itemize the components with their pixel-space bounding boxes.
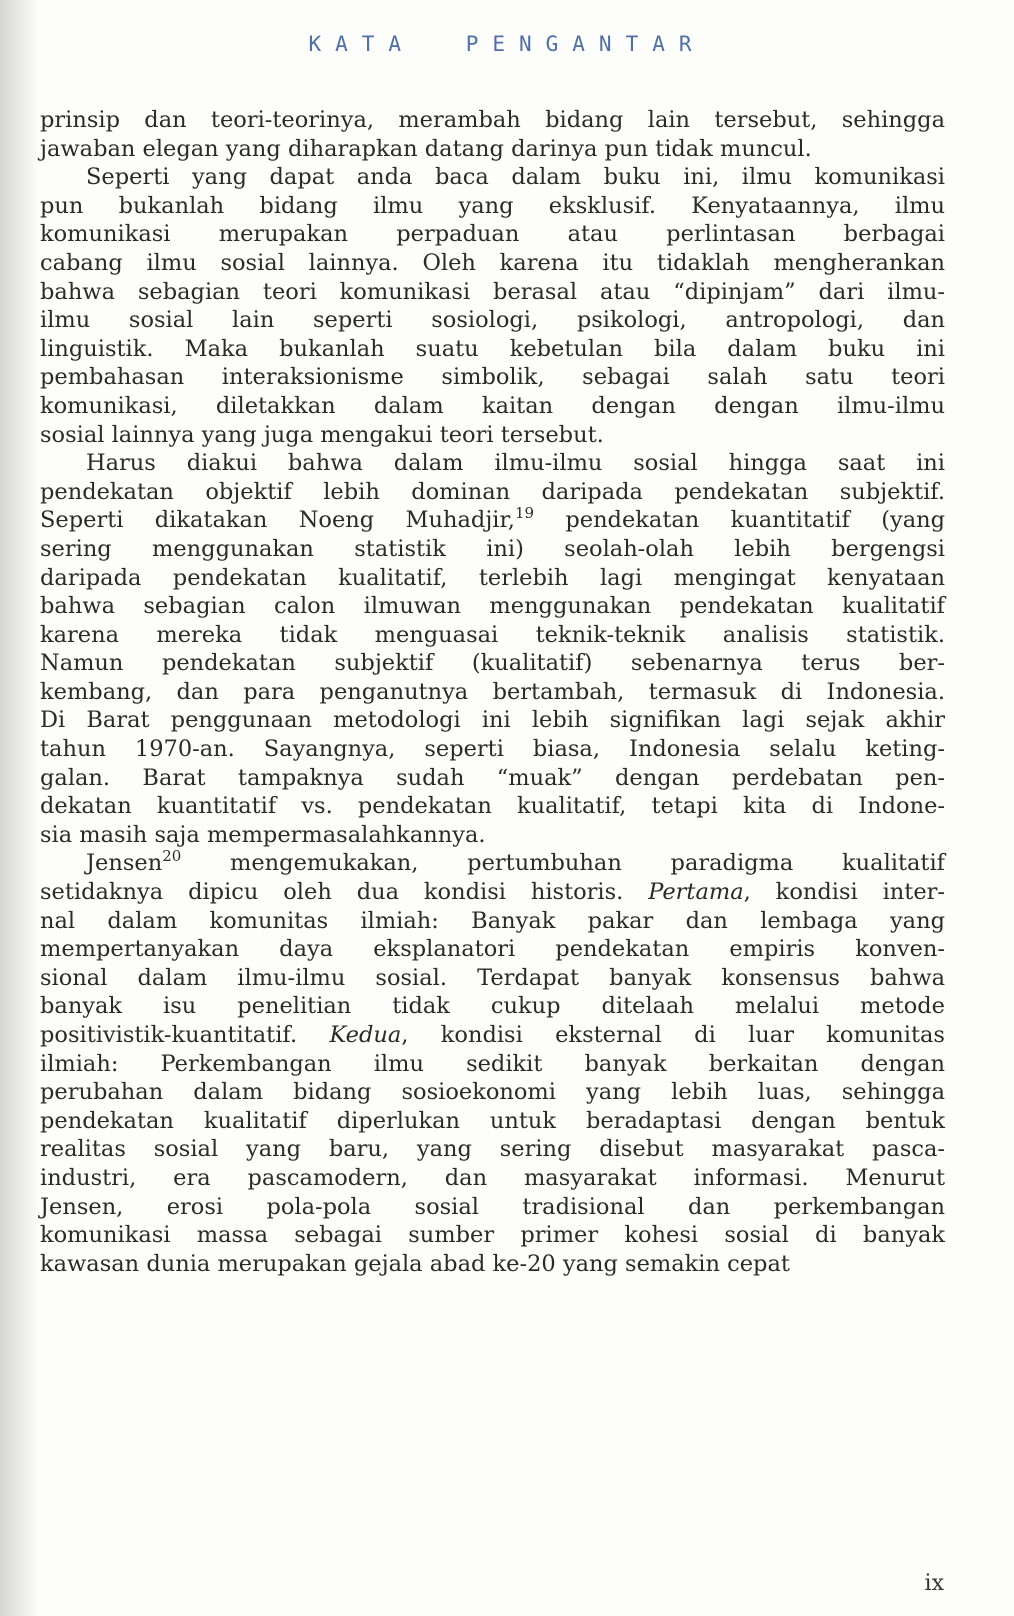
text-line: realitas sosial yang baru, yang sering disebut masyarakat pasca- [40, 1136, 945, 1163]
text-line: komunikasi massa sebagai sumber primer kohesi sosial di banyak [40, 1222, 945, 1249]
body-text [40, 106, 945, 1278]
text-line: mempertanyakan daya eksplanatori pendekatan empiris konven- [40, 936, 945, 963]
text-line: linguistik. Maka bukanlah suatu kebetulan bila dalam buku ini [40, 335, 945, 362]
text-line: tahun 1970-an. Sayangnya, seperti biasa, Indonesia selalu keting- [40, 736, 945, 763]
text-line [40, 1021, 945, 1050]
text-line: ilmiah: Perkembangan ilmu sedikit banyak berkaitan dengan [40, 1050, 945, 1077]
text-segment: pendekatan kuantitatif (yang [534, 507, 945, 534]
text-line [40, 878, 945, 907]
text-line: komunikasi, diletakkan dalam kaitan dengan dengan ilmu-ilmu [40, 392, 945, 419]
text-line: kembang, dan para penganutnya bertambah, termasuk di Indonesia. [40, 678, 945, 705]
paragraph [40, 163, 945, 449]
text-segment: mengemukakan, pertumbuhan paradigma kualitatif [181, 850, 945, 877]
text-segment: , kondisi eksternal di luar komunitas [401, 1022, 945, 1048]
text-line: Harus diakui bahwa dalam ilmu-ilmu sosial hingga saat ini [86, 450, 945, 477]
footnote-ref: 19 [514, 504, 535, 523]
text-line: komunikasi merupakan perpaduan atau perlintasan berbagai [40, 221, 945, 248]
text-line: perubahan dalam bidang sosioekonomi yang lebih luas, sehingga [40, 1079, 945, 1106]
italic-term: Kedua [329, 1022, 402, 1048]
text-line: banyak isu penelitian tidak cukup ditelaah melalui metode [40, 993, 945, 1020]
text-line: Jensen, erosi pola-pola sosial tradisional dan perkembangan [40, 1193, 945, 1220]
italic-term: Pertama [648, 879, 744, 906]
text-line: pun bukanlah bidang ilmu yang eksklusif. Kenyataannya, ilmu [40, 192, 945, 219]
paragraph [40, 106, 945, 163]
paragraph [40, 849, 945, 1278]
text-segment: positivistik-kuantitatif. [40, 1022, 330, 1048]
text-line: pembahasan interaksionisme simbolik, sebagai salah satu teori [40, 364, 945, 391]
text-line: sosial lainnya yang juga mengakui teori tersebut. [40, 421, 604, 448]
running-head [0, 32, 1014, 56]
text-line: nal dalam komunitas ilmiah: Banyak pakar dan lembaga yang [40, 907, 945, 934]
text-line: daripada pendekatan kualitatif, terlebih lagi mengingat kenyataan [40, 564, 945, 591]
paragraph [40, 449, 945, 849]
text-line: sering menggunakan statistik ini) seolah-olah lebih bergengsi [40, 535, 945, 562]
text-line: pendekatan kualitatif diperlukan untuk beradaptasi dengan bentuk [40, 1107, 945, 1134]
text-line: Di Barat penggunaan metodologi ini lebih signifikan lagi sejak akhir [40, 707, 945, 734]
page-number: ix [924, 1571, 944, 1596]
text-segment: Jensen [86, 850, 163, 877]
text-line: dekatan kuantitatif vs. pendekatan kualitatif, tetapi kita di Indone- [40, 793, 945, 820]
text-line: sia masih saja mempermasalahkannya. [40, 821, 486, 848]
text-line: Namun pendekatan subjektif (kualitatif) sebenarnya terus ber- [40, 650, 945, 677]
text-line [40, 506, 945, 535]
text-line: jawaban elegan yang diharapkan datang darinya pun tidak muncul. [40, 135, 812, 162]
text-line: bahwa sebagian teori komunikasi berasal atau “dipinjam” dari ilmu- [40, 278, 945, 305]
text-line: kawasan dunia merupakan gejala abad ke-20 yang semakin cepat [40, 1250, 790, 1277]
text-line: ilmu sosial lain seperti sosiologi, psikologi, antropologi, dan [40, 307, 945, 334]
text-line: galan. Barat tampaknya sudah “muak” dengan perdebatan pen- [40, 764, 945, 791]
text-segment: , kondisi inter- [743, 879, 945, 906]
text-line: prinsip dan teori-teorinya, merambah bidang lain tersebut, sehingga [40, 107, 945, 133]
text-line: industri, era pascamodern, dan masyarakat informasi. Menurut [40, 1164, 945, 1191]
text-segment: Seperti dikatakan Noeng Muhadjir, [40, 507, 515, 534]
running-head-word: KATA [308, 32, 416, 56]
text-segment: setidaknya dipicu oleh dua kondisi historis. [40, 879, 649, 906]
page-gutter-shadow [0, 0, 40, 1616]
text-line [40, 849, 945, 878]
text-line: cabang ilmu sosial lainnya. Oleh karena itu tidaklah mengherankan [40, 249, 945, 276]
text-line: sional dalam ilmu-ilmu sosial. Terdapat banyak konsensus bahwa [40, 964, 945, 991]
running-head-word: PENGANTAR [465, 32, 706, 56]
text-line: karena mereka tidak menguasai teknik-teknik analisis statistik. [40, 621, 945, 648]
text-line: Seperti yang dapat anda baca dalam buku ini, ilmu komunikasi [86, 164, 945, 191]
text-line: pendekatan objektif lebih dominan daripada pendekatan subjektif. [40, 478, 945, 505]
footnote-ref: 20 [162, 847, 182, 866]
text-line: bahwa sebagian calon ilmuwan menggunakan pendekatan kualitatif [40, 593, 945, 620]
